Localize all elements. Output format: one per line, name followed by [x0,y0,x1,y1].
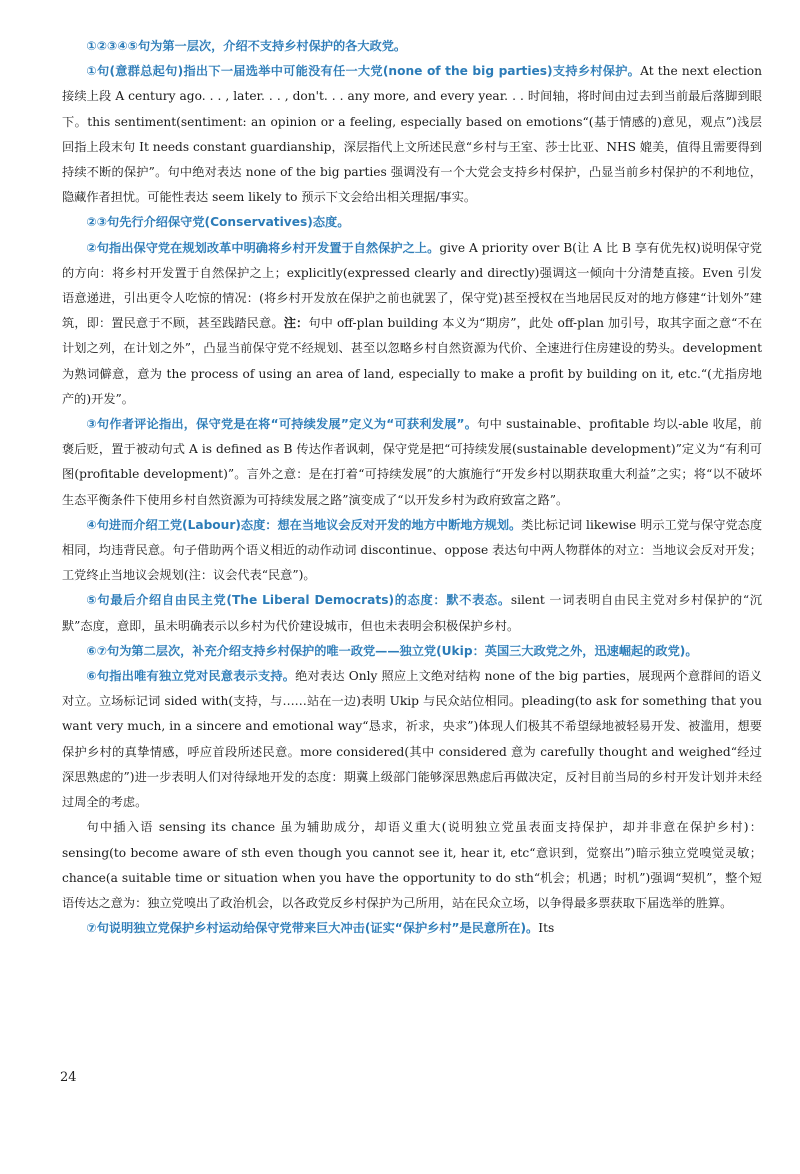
paragraph-p8 [62,639,762,664]
highlighted-heading: ⑦句说明独立党保护乡村运动给保守党带来巨大冲击(证实“保护乡村”是民意所在)。 [86,921,539,936]
body-text: At the next election 接续上段 A century ago. . . , later. . . , don't. . . any more, and every year. . . 时间轴，将时间由过去到当前最后落脚到眼下。this sentiment(sentiment: an opinion or a feeling, especially based on emotions“(基于情感的)意见，观点”)浅层回指上段末句 It needs constant guardianship，深层指代上文所述民意“乡村与王室、莎士比亚、NHS 媲美，值得且需要得到持续不断的保护”。句中绝对表达 none of the big parties 强调没有一个大党会支持乡村保护，凸显当前乡村保护的不利地位，隐藏作者担忧。可能性表达 seem likely to 预示下文会给出相关理据/事实。 [62,64,762,205]
highlighted-heading: ⑥⑦句为第二层次，补充介绍支持乡村保护的唯一政党——独立党(Ukip：英国三大政党之外，迅速崛起的政党)。 [86,643,698,658]
note-label: 注： [283,316,309,331]
highlighted-heading: ②句指出保守党在规划改革中明确将乡村开发置于自然保护之上。 [86,240,440,255]
paragraph-p2 [62,59,762,210]
paragraph-p4 [62,236,762,412]
highlighted-heading: ⑤句最后介绍自由民主党(The Liberal Democrats)的态度：默不表态。 [86,593,511,608]
body-text: silent 一词表明自由民主党对乡村保护的“沉默”态度，意即，虽未明确表示以乡村为代价建设城市，但也未表明会积极保护乡村。 [62,593,762,633]
paragraph-p10 [62,815,762,916]
body-text: 句中插入语 sensing its chance 虽为辅助成分，却语义重大(说明独立党虽表面支持保护，却并非意在保护乡村)：sensing(to become aware of sth even though you cannot see it, hear it, etc“意识到，觉察出”)暗示独立党嗅觉灵敏；chance(a suitable time or situation when you have the opportunity to do sth“机会；机遇；时机”)强调“契机”，整个短语传达之意为：独立党嗅出了政治机会，以各政党反乡村保护为己所用，站在民众立场，以争得最多票获取下届选举的胜算。 [62,820,762,910]
paragraph-p5 [62,412,762,513]
paragraph-p9 [62,664,762,815]
highlighted-heading: ⑥句指出唯有独立党对民意表示支持。 [86,669,296,684]
body-text: give A priority over B(让 A 比 B 享有优先权)说明保守党的方向：将乡村开发置于自然保护之上；explicitly(expressed clearly and directly)强调这一倾向十分清楚直接。Even 引发语意递进，引出更令人吃惊的情况：(将乡村开发放在保护之前也就罢了，保守党)甚至授权在当地居民反对的地方修建“计划外”建筑，即：置民意于不顾，甚至践踏民意。 [62,240,762,331]
paragraph-p6 [62,513,762,589]
paragraph-p7 [62,588,762,638]
paragraph-p3 [62,210,762,235]
highlighted-heading: ①②③④⑤句为第一层次，介绍不支持乡村保护的各大政党。 [86,39,407,53]
highlighted-heading: ②③句先行介绍保守党(Conservatives)态度。 [86,215,350,230]
body-text: 类比标记词 likewise 明示工党与保守党态度相同，均违背民意。句子借助两个语义相近的动作动词 discontinue、oppose 表达句中两人物群体的对立：当地议会反对开发；工党终止当地议会规划(注：议会代表“民意”)。 [62,517,763,583]
paragraph-p11 [62,916,762,941]
body-text: 句中 sustainable、profitable 均以-able 收尾，前褒后贬，置于被动句式 A is defined as B 传达作者讽刺，保守党是把“可持续发展(sustainable development)”定义为“有利可图(profitable development)”。言外之意：是在打着“可持续发展”的大旗施行“开发乡村以期获取重大利益”之实；将“以不破坏生态平衡条件下使用乡村自然资源为可持续发展之路”演变成了“以开发乡村为政府致富之路”。 [62,417,762,507]
highlighted-heading: ③句作者评论指出，保守党是在将“可持续发展”定义为“可获利发展”。 [86,417,478,432]
highlighted-heading: ①句(意群总起句)指出下一届选举中可能没有任一大党(none of the big parties)支持乡村保护。 [86,64,641,79]
highlighted-heading: ④句进而介绍工党(Labour)态度：想在当地议会反对开发的地方中断地方规划。 [86,517,522,532]
body-text: 绝对表达 Only 照应上文绝对结构 none of the big parties，展现两个意群间的语义对立。立场标记词 sided with(支持，与……站在一边)表明 Ukip 与民众站位相同。pleading(to ask for something that you want very much, in a sincere and emotional way“恳求，祈求，央求”)体现人们极其不希望绿地被轻易开发、被滥用，想要保护乡村的真挚情感，呼应首段所述民意。more considered(其中 considered 意为 carefully thought and weighed“经过深思熟虑的”)进一步表明人们对待绿地开发的态度：期冀上级部门能够深思熟虑后再做决定，反衬目前当局的乡村开发计划并未经过周全的考虑。 [62,669,762,810]
body-text: 句中 off-plan building 本义为“期房”，此处 off-plan 加引号，取其字面之意“不在计划之列，在计划之外”，凸显当前保守党不经规划、甚至以忽略乡村自然资源为代价、全速进行住房建设的势头。development 为熟词僻意，意为 the process of using an area of land, especially to make a profit by building on it, etc.“(尤指房地产的)开发”。 [62,316,763,406]
body-text: Its [538,921,555,936]
paragraph-p1 [62,34,762,59]
page-number: 24 [60,1070,77,1085]
